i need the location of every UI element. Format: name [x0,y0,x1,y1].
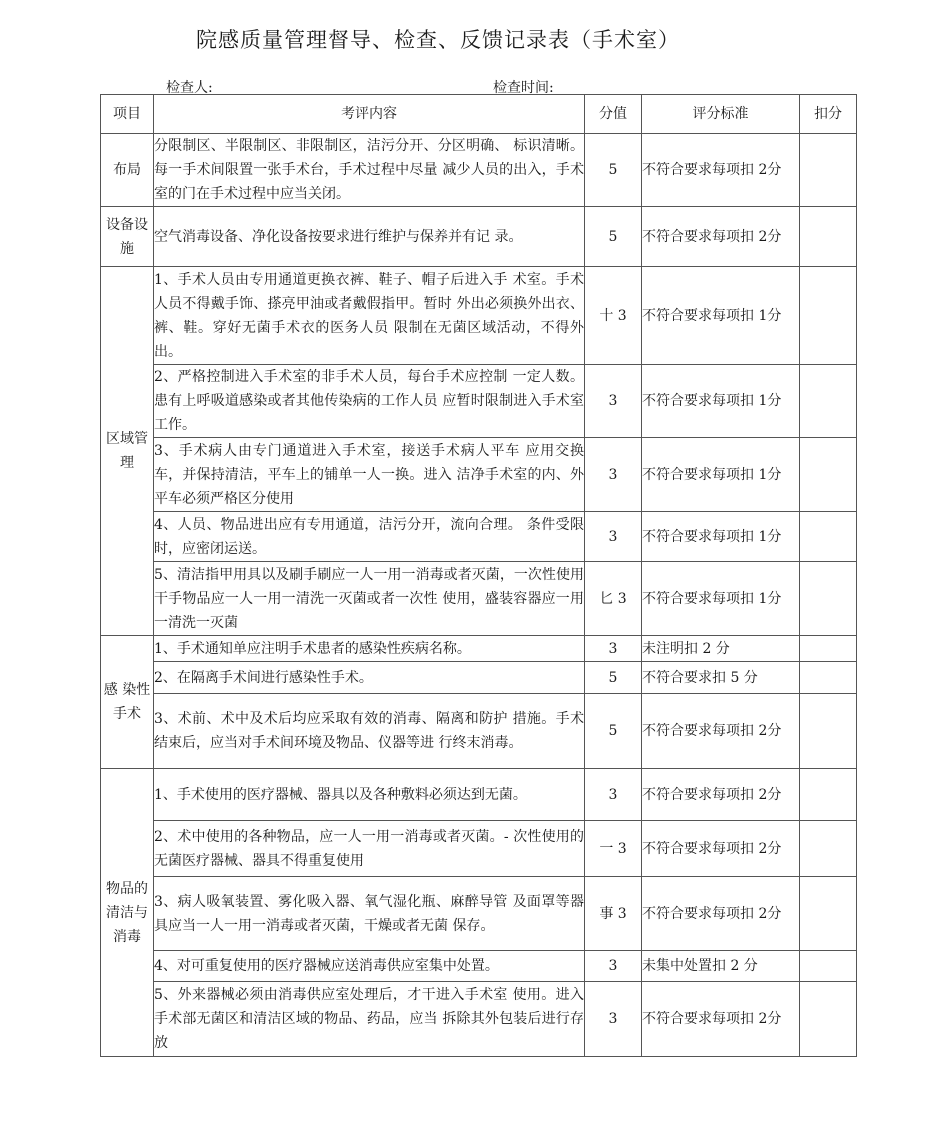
score-cell: 5 [585,694,642,769]
deduct-cell[interactable] [800,267,857,365]
deduct-cell[interactable] [800,951,857,982]
item-cell: 区域管理 [101,267,154,636]
content-cell: 5、清洁指甲用具以及刷手刷应一人一用一消毒或者灭菌，一次性使用干手物品应一人一用一清洗一灭菌或者一次性 使用，盛装容器应一用一清洗一灭菌 [154,562,585,636]
score-cell: 5 [585,207,642,267]
content-cell: 2、术中使用的各种物品，应一人一用一消毒或者灭菌。- 次性使用的无菌医疗器械、器具不得重复使用 [154,821,585,877]
table-row [101,438,857,512]
inspector-label: 检查人: [166,80,213,96]
table-row [101,877,857,951]
score-cell: 3 [585,365,642,438]
score-cell: 匕 3 [585,562,642,636]
deduct-cell[interactable] [800,134,857,207]
table-row [101,512,857,562]
deduct-cell[interactable] [800,562,857,636]
content-cell: 3、病人吸氧装置、雾化吸入器、氧气湿化瓶、麻醉导管 及面罩等器具应当一人一用一消毒或者灭菌，干燥或者无菌 保存。 [154,877,585,951]
header-standard: 评分标准 [642,95,800,134]
table-row [101,134,857,207]
table-row [101,769,857,821]
header-item: 项目 [101,95,154,134]
table-row [101,951,857,982]
content-cell: 1、手术通知单应注明手术患者的感染性疾病名称。 [154,636,585,662]
header-deduct: 扣分 [800,95,857,134]
standard-cell: 不符合要求每项扣 1分 [642,562,800,636]
standard-cell: 不符合要求每项扣 2分 [642,877,800,951]
score-cell: 3 [585,982,642,1057]
content-cell: 空气消毒设备、净化设备按要求进行维护与保养并有记 录。 [154,207,585,267]
form-title: 院感质量管理督导、检查、反馈记录表（手术室） [196,28,680,52]
score-cell: 一 3 [585,821,642,877]
deduct-cell[interactable] [800,769,857,821]
score-cell: 3 [585,769,642,821]
standard-cell: 不符合要求扣 5 分 [642,662,800,694]
item-cell: 感 染性 手术 [101,636,154,769]
standard-cell: 不符合要求每项扣 1分 [642,267,800,365]
standard-cell: 不符合要求每项扣 2分 [642,694,800,769]
content-cell: 分限制区、半限制区、非限制区，洁污分开、分区明确、 标识清晰。每一手术间限置一张手术台，手术过程中尽量 减少人员的出入，手术室的门在手术过程中应当关闭。 [154,134,585,207]
standard-cell: 不符合要求每项扣 1分 [642,512,800,562]
deduct-cell[interactable] [800,877,857,951]
score-cell: 3 [585,951,642,982]
standard-cell: 未集中处置扣 2 分 [642,951,800,982]
content-cell: 3、术前、术中及术后均应采取有效的消毒、隔离和防护 措施。手术结束后，应当对手术间环境及物品、仪器等进 行终末消毒。 [154,694,585,769]
table-row [101,365,857,438]
standard-cell: 未注明扣 2 分 [642,636,800,662]
table-row [101,662,857,694]
deduct-cell[interactable] [800,438,857,512]
table-row [101,636,857,662]
score-cell: 3 [585,438,642,512]
content-cell: 2、在隔离手术间进行感染性手术。 [154,662,585,694]
deduct-cell[interactable] [800,636,857,662]
standard-cell: 不符合要求每项扣 1分 [642,365,800,438]
table-row [101,207,857,267]
content-cell: 3、手术病人由专门通道进入手术室，接送手术病人平车 应用交换车，并保持清洁，平车上的铺单一人一换。进入 洁净手术室的内、外平车必须严格区分使用 [154,438,585,512]
item-cell: 设备设施 [101,207,154,267]
header-content: 考评内容 [154,95,585,134]
inspection-table [100,94,857,1057]
deduct-cell[interactable] [800,207,857,267]
content-cell: 1、手术使用的医疗器械、器具以及各种敷料必须达到无菌。 [154,769,585,821]
standard-cell: 不符合要求每项扣 2分 [642,982,800,1057]
standard-cell: 不符合要求每项扣 1分 [642,438,800,512]
table-row [101,267,857,365]
content-cell: 1、手术人员由专用通道更换衣裤、鞋子、帽子后进入手 术室。手术人员不得戴手饰、搽亮甲油或者戴假指甲。暂时 外出必须换外出衣、裤、鞋。穿好无菌手术衣的医务人员 限制在无菌区域活动，不得外出。 [154,267,585,365]
standard-cell: 不符合要求每项扣 2分 [642,769,800,821]
score-cell: 3 [585,512,642,562]
score-cell: 事 3 [585,877,642,951]
deduct-cell[interactable] [800,982,857,1057]
score-cell: 5 [585,134,642,207]
item-cell: 物品的清洁与消毒 [101,769,154,1057]
deduct-cell[interactable] [800,821,857,877]
standard-cell: 不符合要求每项扣 2分 [642,821,800,877]
content-cell: 2、严格控制进入手术室的非手术人员，每台手术应控制 一定人数。患有上呼吸道感染或者其他传染病的工作人员 应暂时限制进入手术室工作。 [154,365,585,438]
table-row [101,694,857,769]
score-cell: 3 [585,636,642,662]
table-row [101,821,857,877]
header-score: 分值 [585,95,642,134]
table-row [101,562,857,636]
deduct-cell[interactable] [800,512,857,562]
deduct-cell[interactable] [800,662,857,694]
score-cell: 十 3 [585,267,642,365]
deduct-cell[interactable] [800,694,857,769]
table-row [101,982,857,1057]
content-cell: 4、对可重复使用的医疗器械应送消毒供应室集中处置。 [154,951,585,982]
item-cell: 布局 [101,134,154,207]
score-cell: 5 [585,662,642,694]
deduct-cell[interactable] [800,365,857,438]
table-header-row [101,95,857,134]
inspection-time-label: 检查时间: [493,80,554,96]
standard-cell: 不符合要求每项扣 2分 [642,207,800,267]
content-cell: 5、外来器械必须由消毒供应室处理后，才干进入手术室 使用。进入手术部无菌区和清洁区域的物品、药品，应当 拆除其外包装后进行存放 [154,982,585,1057]
content-cell: 4、人员、物品进出应有专用通道，洁污分开，流向合理。 条件受限时，应密闭运送。 [154,512,585,562]
standard-cell: 不符合要求每项扣 2分 [642,134,800,207]
